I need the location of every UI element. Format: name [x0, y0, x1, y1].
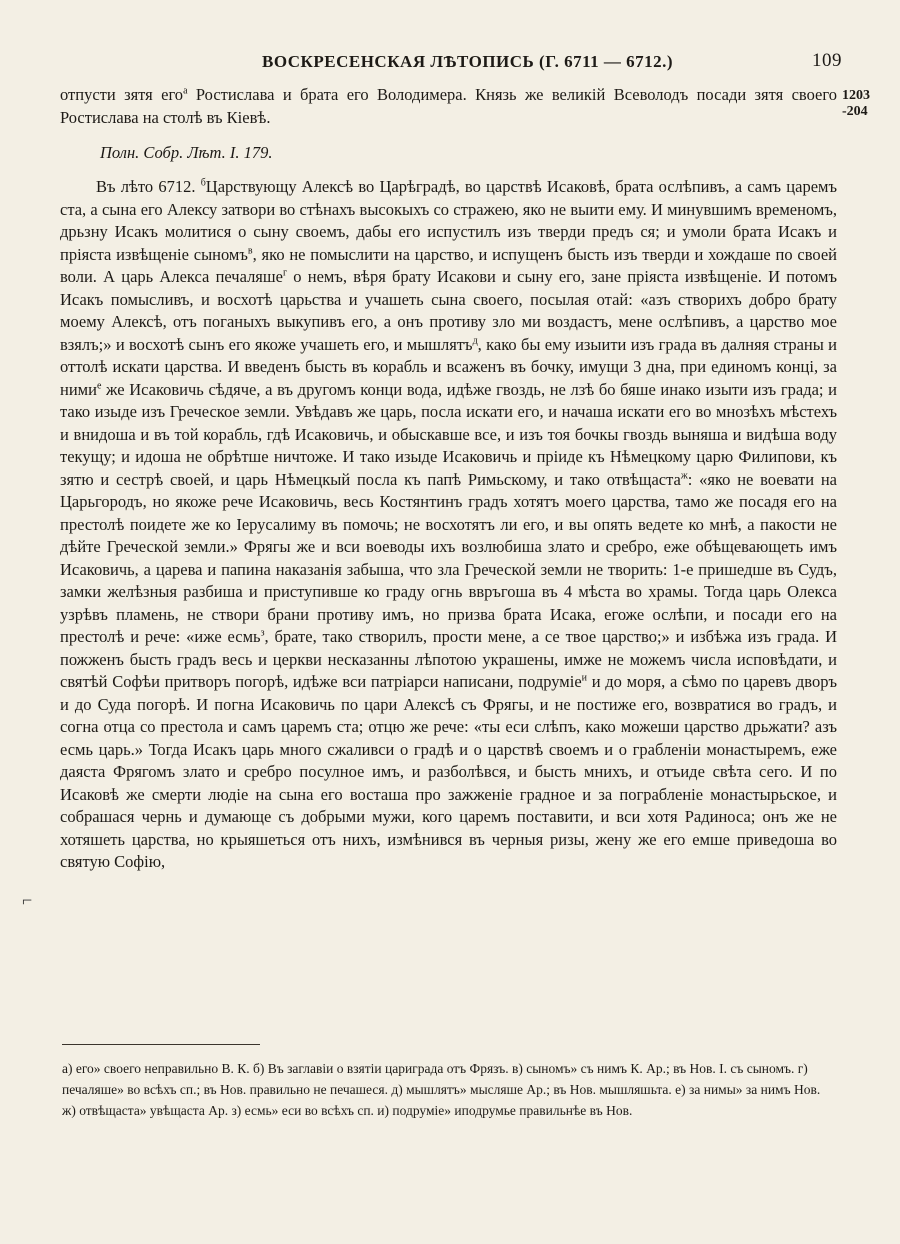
running-title: ВОСКРЕСЕНСКАЯ ЛѢТОПИСЬ (Г. 6711 — 6712.) — [262, 52, 674, 71]
margin-year-1: 1203 — [842, 88, 870, 103]
footnote-marker: з — [260, 627, 265, 639]
footnotes: а) его» своего неправильно В. К. б) Въ заглавіи о взятіи цариграда отъ Фрязъ. в) сыномъ» съ нимъ К. Ар.; въ Нов. I. съ сыномъ. г) печаляше» во всѣхъ сп.; въ Нов. правильно не печашеся. д) мышлятъ» мысляше Ар.; въ Нов. мышляшьта. е) за нимы» за нимъ Нов. ж) отвѣщаста» увѣщаста Ар. з) есмь» еси во всѣхъ сп. и) подруміе» иподрумье правильнѣе въ Нов. — [62, 1061, 821, 1118]
footnote-marker: е — [96, 380, 102, 391]
page-number: 109 — [812, 50, 842, 71]
footnote-marker: г — [282, 267, 288, 279]
intro-rest: Ростислава и брата его Володимера. Князь же великій Всеволодъ посади зятя своего Ростислава на столѣ въ Кіевѣ. — [60, 85, 837, 127]
intro-paragraph — [60, 84, 837, 129]
text-segment: же Исаковичь сѣдяче, а въ другомъ конци вода, идѣже гвоздь, не лзѣ бо бяше инако изыти изъ града; и тако изыде изъ Греческое земли. Увѣдавъ же царь, посла искати его, и начаша искати его во мнозѣхъ мѣстехъ и внидоша и въ той корабль, гдѣ Исаковичь, и обыскавше все, и изъ тоя бочкы гвоздь выняша и видѣша воду текущу; и идоша не обрѣтше ничтоже. И тако изыде Исаковичь и пріиде къ Нѣмецкому царю Филипови, къ зятю и сестрѣ своей, и царь Нѣмецкый посла къ папѣ Римьскому, и тако отвѣщаста — [60, 379, 837, 489]
intro-text: отпусти зятя его — [60, 85, 184, 104]
text-segment: о немъ, вѣря брату Исакови и сыну его, зане пріяста извѣщеніе. И потомъ Исакъ помысливъ, и восхотѣ царьства и учашеть сына своего, посылая отай: «азъ створихъ добро брату моему Алексѣ, отъ поганыхъ выкупивъ его, а онъ противу зло ми воздастъ, мене ослѣпивъ, а царство мое взялъ;» и восхотѣ сынъ его якоже учашеть его, и мышлятъ — [60, 267, 837, 354]
text-segment: , яко не помыслити на царство, и испущенъ бысть изъ тверди и хождаше по своей воли. А царь Алекса печаляше — [60, 244, 837, 286]
margin-mark: ⌐ — [22, 890, 33, 910]
footnote-marker: б — [200, 177, 206, 189]
footnote-marker: в — [247, 245, 253, 256]
main-paragraph — [60, 176, 837, 874]
footnote-marker: а — [183, 85, 188, 97]
margin-year-2: -204 — [842, 104, 868, 119]
footnote-rule — [62, 1044, 260, 1045]
running-header — [262, 52, 852, 72]
text-segment: : «яко не воевати на Царьгородъ, но якоже рече Исаковичь, весь Костянтинъ градъ хотятъ моего царства, тамо же посадя его на престолѣ поидете же ко Іерусалиму въ помочь; не восхотятъ ли его, и вы опять ведете ко мнѣ, а пакости не дѣйте Греческой земли.» Фрягы же и вси воеводы ихъ возлюбиша злато и сребро, еже обѣщевающеть имъ Исаковичь, а царева и папина наказанія забыша, что зла Греческой земли не творить: 1-е пришедше въ Судъ, замки желѣзныя разбиша и приступивше ко граду огнь ввръгоша въ 4 мѣста во храмы. Тогда царь Олекса узрѣвъ пламень, не створи брани противу имъ, но призва брата Исака, егоже ослѣпи, и посади его на престолѣ и рече: «иже есмь — [60, 469, 837, 646]
text-segment: Царствующу Алексѣ во Царѣградѣ, во царствѣ Исаковѣ, брата ослѣпивъ, а самъ царемъ ста, а сына его Алексу затвори во стѣнахъ высокыхъ со стражею, яко не выити ему. И минувшимъ временомъ, дрьзну Исакъ молитися о сыну своемъ, дабы его испустилъ изъ тверди предъ ся; и умоли брата Исакъ и пріяста извѣщеніе сыномъ — [60, 177, 837, 264]
text-segment: и до моря, а сѣмо по царевъ дворъ и до Суда погорѣ. И погна Исаковичь по цари Алексѣ съ Фрягы, и не постиже его, возвратися во градъ, и согна отца со престола и самъ царемъ ста; отцю же рече: «ты еси слѣпъ, како можеши царство дрьжати? азъ есмь царь.» Тогда Исакъ царь много сжаливси о градѣ и о царствѣ своемъ и о грабленіи монастыремъ, еже даяста Фрягомъ злато и сребро посулное имъ, и разболѣвся, и бысть мнихъ, и отъиде свѣта сего. И по Исаковѣ же смерти людіе на сына его восташа про зажженіе градное и за пограбленіе монастырьское, и собрашася чернь и думающе съ добрыми мужи, кого царемъ поставити, и вси хотя Радиноса; онъ же не хотяшеть царства, но крыяшеться отъ нихъ, измѣнився въ черныя ризы, жену же его емше приведоша во святую Софію, — [60, 672, 837, 871]
text-segment: , брате, тако створилъ, прости мене, а се твое царство;» и избѣжа изъ града. И пожженъ бысть градъ весь и церкви несказанны лѣпотою украшены, имже не можемъ числа исповѣдати, и святѣй Софѣи притворъ погорѣ, идѣже вси патріарси написани, подруміе — [60, 627, 838, 691]
source-reference: Полн. Собр. Лѣт. I. 179. — [100, 143, 273, 162]
text-segment: , како бы ему изыити изъ града въ далняя страны и оттолѣ искати царства. И введенъ бысть въ корабль и всаженъ въ бочку, имущи 3 дна, при единомъ концi, за ними — [60, 334, 837, 399]
footnote-marker: д — [472, 335, 478, 346]
text-segment: Въ лѣто 6712. — [96, 177, 201, 196]
footnote-marker: и — [581, 672, 588, 684]
footnote-marker: ж — [680, 470, 688, 481]
